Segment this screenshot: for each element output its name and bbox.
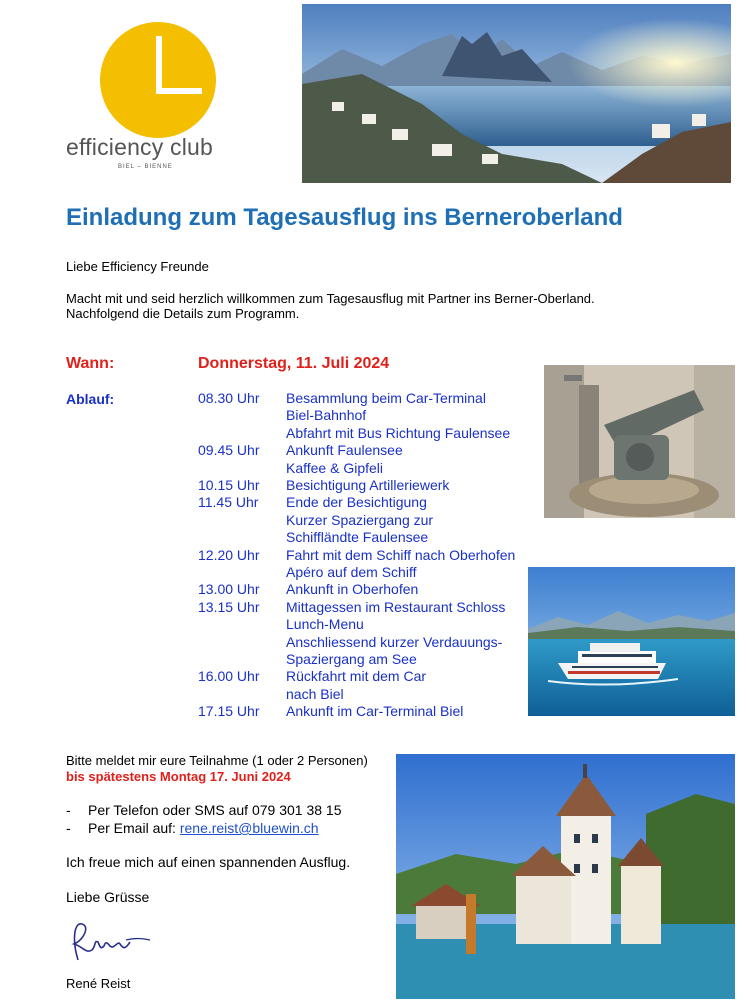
schedule-item: Schiffländte Faulensee	[286, 529, 429, 546]
schedule-item: nach Biel	[286, 685, 344, 702]
schedule-time: 08.30 Uhr	[198, 390, 260, 406]
schedule-item: Lunch-Menu	[286, 616, 364, 633]
contact-phone-text: Per Telefon oder SMS auf 079 301 38 15	[88, 802, 342, 818]
schedule-time: 17.15 Uhr	[198, 703, 260, 720]
schedule-item: Ankunft Faulensee	[286, 442, 403, 459]
logo-mark	[156, 36, 162, 94]
schedule-item: Biel-Bahnhof	[286, 407, 367, 424]
schedule-time: 12.20 Uhr	[198, 546, 260, 563]
contact-email-label: Per Email auf:	[88, 820, 180, 836]
schedule-item: Ankunft in Oberhofen	[286, 581, 419, 598]
when-label: Wann:	[66, 355, 115, 372]
email-link[interactable]: rene.reist@bluewin.ch	[179, 820, 319, 836]
schedule-item: Mittagessen im Restaurant Schloss	[286, 598, 506, 615]
signature	[64, 910, 154, 966]
contact-email	[66, 820, 319, 837]
lake-mountain-photo	[302, 4, 731, 183]
bullet: -	[66, 820, 71, 836]
schedule-item: Anschliessend kurzer Verdauungs-	[286, 633, 503, 650]
schedule-item: Besammlung beim Car-Terminal	[286, 390, 486, 406]
bullet: -	[66, 802, 71, 818]
rsvp-line: Bitte meldet mir eure Teilnahme (1 oder 2 Personen)	[66, 753, 368, 768]
rsvp-deadline: bis spätestens Montag 17. Juni 2024	[66, 769, 291, 784]
schedule-time: 13.00 Uhr	[198, 581, 260, 598]
signature-name: René Reist	[66, 976, 131, 991]
contact-phone	[66, 802, 341, 819]
schedule-item: Kurzer Spaziergang zur	[286, 511, 434, 528]
schedule-time: 16.00 Uhr	[198, 668, 260, 685]
schedule-item: Fahrt mit dem Schiff nach Oberhofen	[286, 546, 516, 563]
schedule-item: Besichtigung Artilleriewerk	[286, 477, 450, 493]
logo-subtitle: BIEL – BIENNE	[118, 164, 173, 170]
page-title: Einladung zum Tagesausflug ins Berneroberland	[66, 204, 623, 231]
schedule-item: Rückfahrt mit dem Car	[286, 668, 427, 685]
schedule-label: Ablauf:	[66, 391, 115, 407]
logo-mark	[156, 88, 202, 94]
schedule-item: Kaffee & Gipfeli	[286, 459, 384, 476]
schedule-time: 13.15 Uhr	[198, 598, 260, 615]
efficiency-club-logo	[60, 18, 240, 178]
logo-name: efficiency club	[66, 134, 214, 160]
artillery-photo	[544, 365, 735, 518]
schedule-item: Spaziergang am See	[286, 651, 417, 667]
schedule-time: 10.15 Uhr	[198, 477, 260, 493]
when-date: Donnerstag, 11. Juli 2024	[198, 355, 390, 372]
regards: Liebe Grüsse	[66, 889, 150, 905]
intro-line: Macht mit und seid herzlich willkommen zum Tagesausflug mit Partner ins Berner-Oberland.	[66, 291, 595, 306]
closing-line: Ich freue mich auf einen spannenden Ausflug.	[66, 854, 351, 870]
castle-photo	[396, 754, 735, 999]
schedule-item: Ankunft im Car-Terminal Biel	[286, 703, 464, 720]
schedule-time: 11.45 Uhr	[198, 494, 259, 511]
schedule-item: Apéro auf dem Schiff	[286, 564, 417, 580]
greeting: Liebe Efficiency Freunde	[66, 259, 209, 274]
intro-line: Nachfolgend die Details zum Programm.	[66, 306, 300, 321]
schedule-time: 09.45 Uhr	[198, 442, 260, 459]
ship-photo	[528, 567, 735, 716]
schedule-item: Ende der Besichtigung	[286, 494, 427, 511]
schedule-item: Abfahrt mit Bus Richtung Faulensee	[286, 424, 511, 441]
